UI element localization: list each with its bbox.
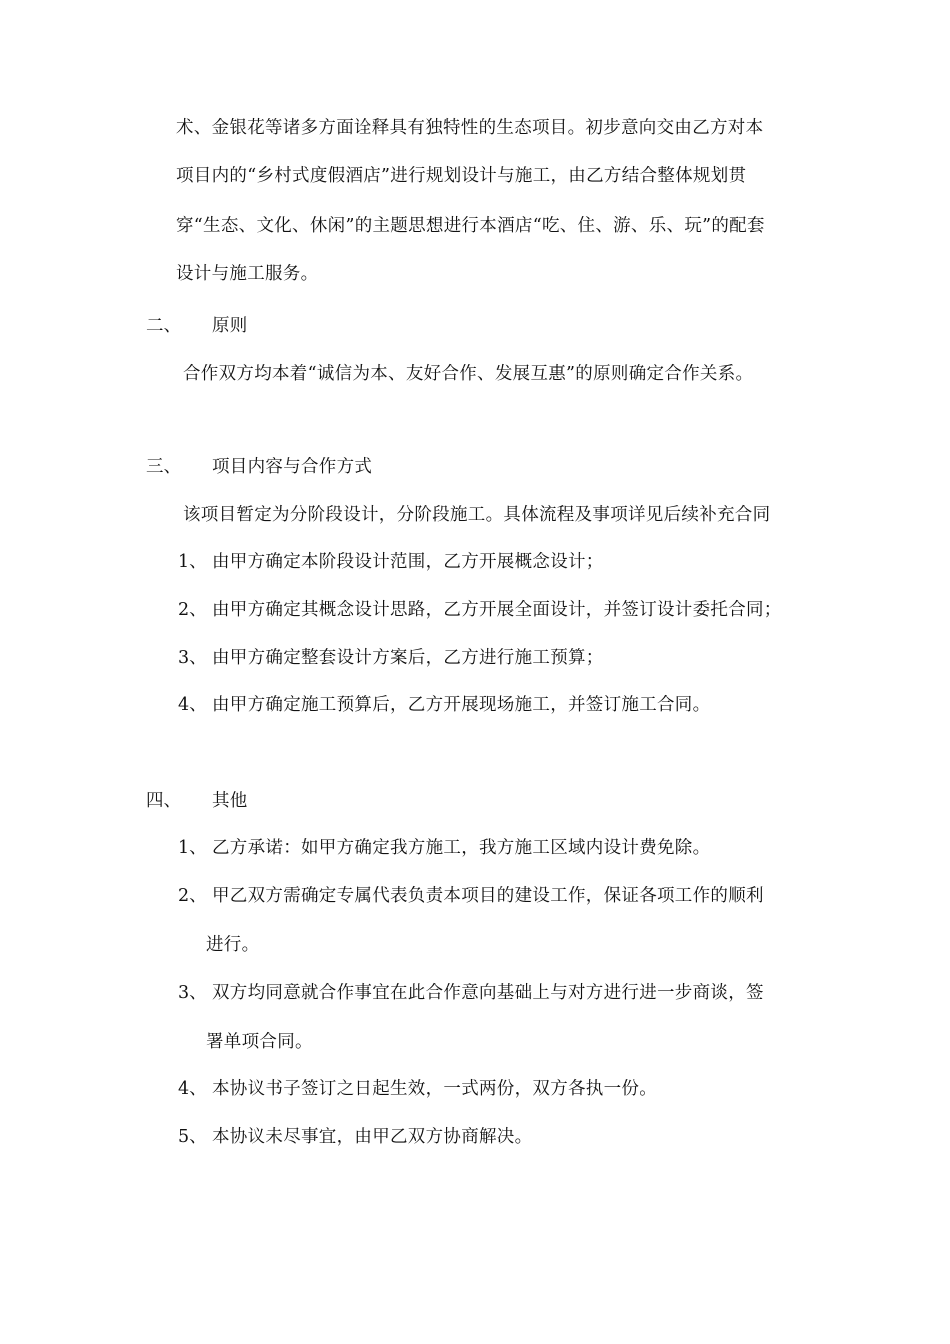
section-4-item-3-continuation: 署单项合同。: [206, 1032, 313, 1052]
section-4-item-2-number: 2、: [178, 886, 207, 906]
section-4-item-5-text: 本协议未尽事宜，由甲乙双方协商解决。: [212, 1127, 533, 1147]
section-4-item-2-text: 甲乙双方需确定专属代表负责本项目的建设工作，保证各项工作的顺利: [212, 886, 764, 906]
section-2-title: 原则: [212, 316, 248, 336]
section-3-item-2-text: 由甲方确定其概念设计思路，乙方开展全面设计，并签订设计委托合同；: [212, 600, 782, 620]
section-4-item-3-text: 双方均同意就合作事宜在此合作意向基础上与对方进行进一步商谈，签: [212, 983, 764, 1003]
section-4-item-4-text: 本协议书子签订之日起生效，一式两份，双方各执一份。: [212, 1079, 657, 1099]
intro-line-2: 项目内的“乡村式度假酒店”进行规划设计与施工，由乙方结合整体规划贯: [176, 166, 747, 186]
section-2-number: 二、: [146, 316, 181, 336]
section-3-item-2-number: 2、: [178, 600, 207, 620]
section-4-title: 其他: [212, 791, 248, 811]
section-4-number: 四、: [146, 791, 181, 811]
section-3-item-4-number: 4、: [178, 695, 207, 715]
section-3-item-1-text: 由甲方确定本阶段设计范围，乙方开展概念设计；: [212, 552, 604, 572]
section-4-item-1-number: 1、: [178, 838, 207, 858]
section-4-item-1-text: 乙方承诺：如甲方确定我方施工，我方施工区域内设计费免除。: [212, 838, 711, 858]
section-3-item-4-text: 由甲方确定施工预算后，乙方开展现场施工，并签订施工合同。: [212, 695, 711, 715]
intro-line-4: 设计与施工服务。: [176, 264, 319, 284]
intro-line-3: 穿“生态、文化、休闲”的主题思想进行本酒店“吃、住、游、乐、玩”的配套: [176, 216, 765, 236]
section-3-item-1-number: 1、: [178, 552, 207, 572]
section-3-item-3-text: 由甲方确定整套设计方案后，乙方进行施工预算；: [212, 648, 604, 668]
section-3-paragraph: 该项目暂定为分阶段设计，分阶段施工。具体流程及事项详见后续补充合同: [183, 505, 771, 525]
section-4-item-4-number: 4、: [178, 1079, 207, 1099]
section-4-item-3-number: 3、: [178, 983, 207, 1003]
section-4-item-5-number: 5、: [178, 1127, 207, 1147]
intro-line-1: 术、金银花等诸多方面诠释具有独特性的生态项目。初步意向交由乙方对本: [176, 118, 764, 138]
section-3-item-3-number: 3、: [178, 648, 207, 668]
section-4-item-2-continuation: 进行。: [206, 935, 260, 955]
section-3-title: 项目内容与合作方式: [212, 457, 373, 477]
section-2-paragraph: 合作双方均本着“诚信为本、友好合作、发展互惠”的原则确定合作关系。: [183, 364, 754, 384]
section-3-number: 三、: [146, 457, 181, 477]
